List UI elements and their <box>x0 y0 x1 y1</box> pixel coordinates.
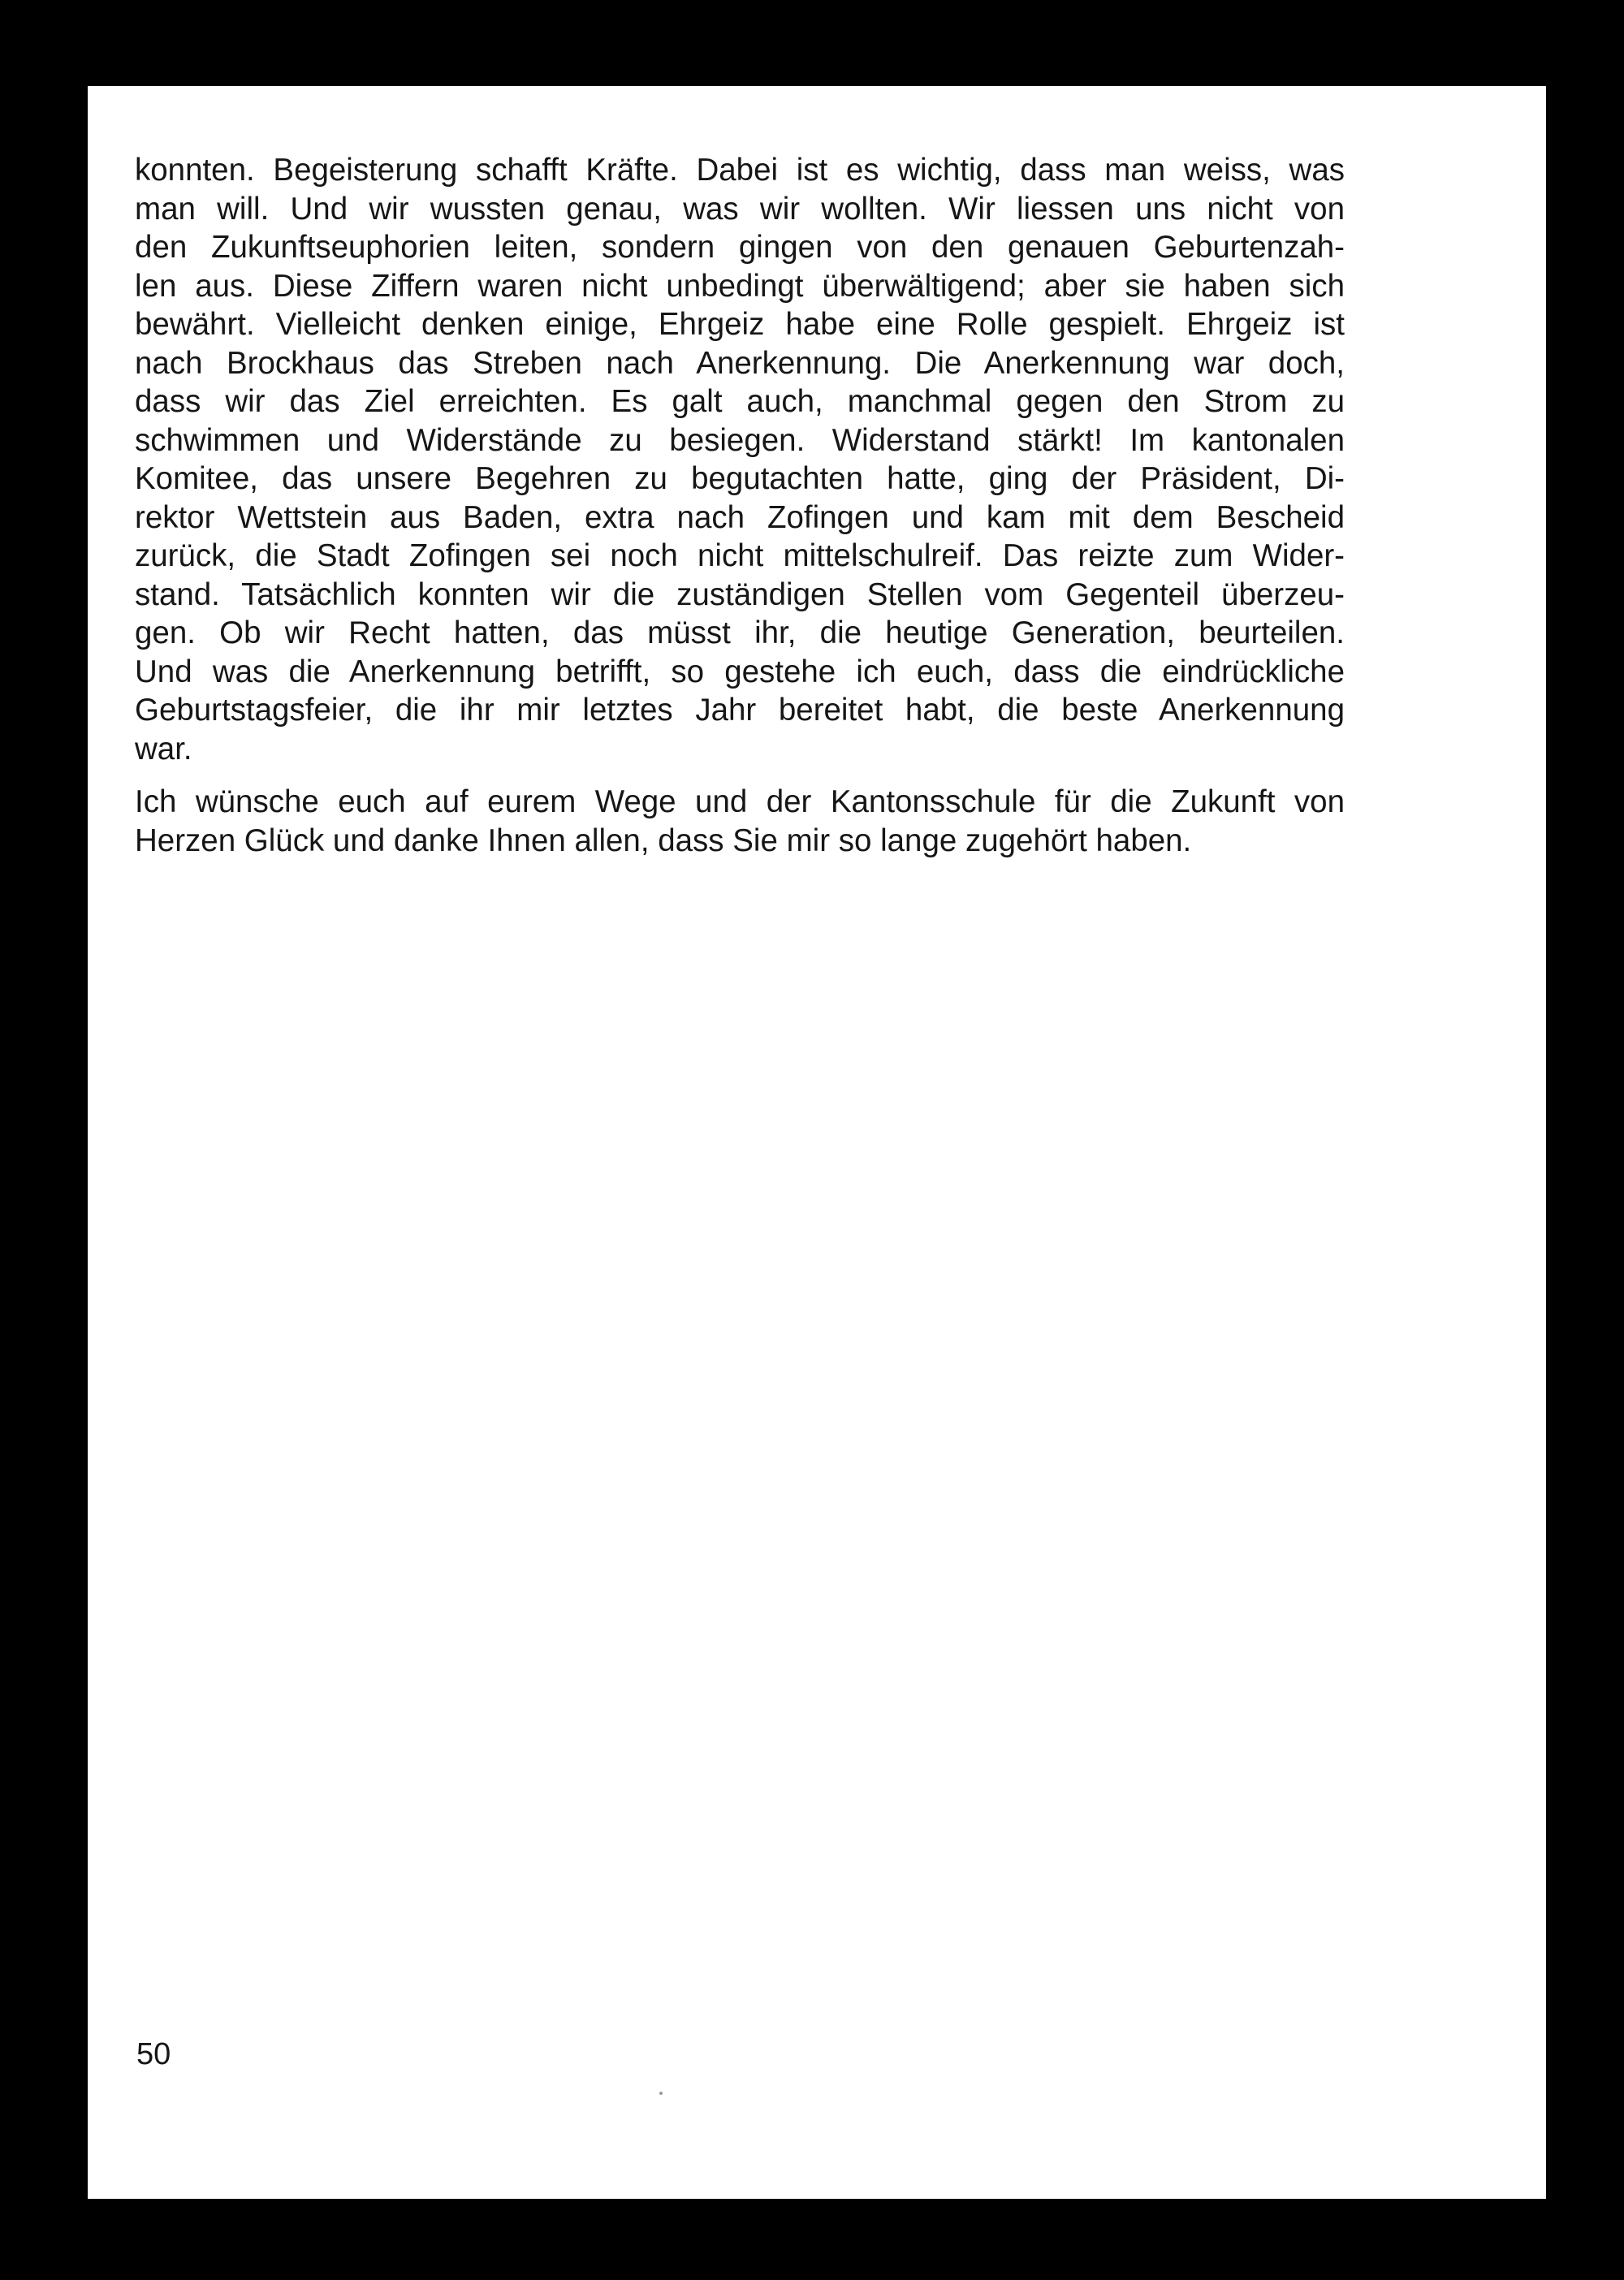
text-line: Herzen Glück und danke Ihnen allen, dass Sie mir so lange zugehört haben. <box>135 823 1192 858</box>
text-line: nach Brockhaus das Streben nach Anerkennung. Die Anerkennung war doch, <box>135 345 1345 381</box>
text-line: war. <box>135 731 192 766</box>
text-line: Und was die Anerkennung betrifft, so gestehe ich euch, dass die eindrückliche <box>135 654 1345 689</box>
paragraph-spacer <box>135 768 1345 783</box>
text-line: Ich wünsche euch auf eurem Wege und der Kantonsschule für die Zukunft von <box>135 784 1345 819</box>
scan-speck <box>659 2092 663 2095</box>
text-line: stand. Tatsächlich konnten wir die zuständigen Stellen vom Gegenteil überzeu- <box>135 576 1345 612</box>
page-number: 50 <box>136 2037 171 2071</box>
text-line: len aus. Diese Ziffern waren nicht unbedingt überwältigend; aber sie haben sich <box>135 268 1345 304</box>
text-line: konnten. Begeisterung schafft Kräfte. Dabei ist es wichtig, dass man weiss, was <box>135 153 1345 188</box>
paragraph <box>135 783 1345 860</box>
text-line: gen. Ob wir Recht hatten, das müsst ihr, die heutige Generation, beurteilen. <box>135 615 1345 650</box>
text-line: rektor Wettstein aus Baden, extra nach Zofingen und kam mit dem Bescheid <box>135 499 1345 535</box>
text-line: dass wir das Ziel erreichten. Es galt auch, manchmal gegen den Strom zu <box>135 384 1345 419</box>
text-line: man will. Und wir wussten genau, was wir wollten. Wir liessen uns nicht von <box>135 191 1345 227</box>
text-line: schwimmen und Widerstände zu besiegen. Widerstand stärkt! Im kantonalen <box>135 422 1345 458</box>
text-line: den Zukunftseuphorien leiten, sondern gingen von den genauen Geburtenzah- <box>135 230 1345 265</box>
text-line: Geburtstagsfeier, die ihr mir letztes Jahr bereitet habt, die beste Anerkennung <box>135 693 1345 728</box>
text-line: Komitee, das unsere Begehren zu begutachten hatte, ging der Präsident, Di- <box>135 461 1345 496</box>
paragraph <box>135 151 1345 768</box>
text-line: bewährt. Vielleicht denken einige, Ehrgeiz habe eine Rolle gespielt. Ehrgeiz ist <box>135 307 1345 342</box>
body-text <box>135 151 1345 860</box>
text-line: zurück, die Stadt Zofingen sei noch nicht mittelschulreif. Das reizte zum Wider- <box>135 538 1345 573</box>
